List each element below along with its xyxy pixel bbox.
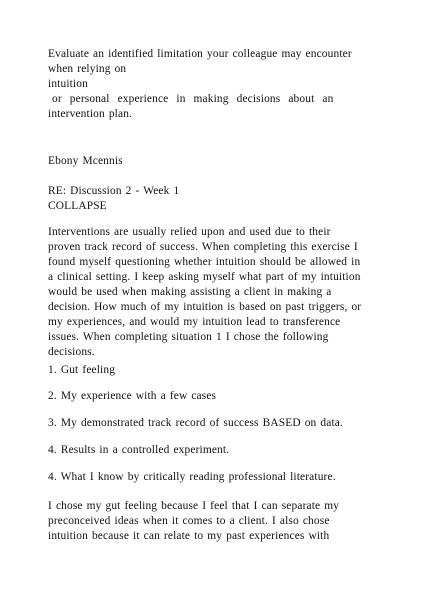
- conclusion-paragraph: [48, 499, 388, 544]
- intro-line: Interventions are usually relied upon and used due to their: [48, 226, 331, 238]
- author-name: Ebony Mcennis: [48, 155, 123, 167]
- prompt-line: intervention plan.: [48, 108, 133, 120]
- decision-text: 4. What I know by critically reading professional literature.: [48, 471, 336, 483]
- intro-line: found myself questioning whether intuition should be allowed in: [48, 256, 361, 268]
- post-author: [48, 154, 388, 169]
- prompt-line: intuition: [48, 78, 88, 90]
- collapse-button[interactable]: COLLAPSE: [48, 200, 107, 212]
- prompt-line: Evaluate an identified limitation your colleague may encounter: [48, 48, 352, 60]
- decision-item: [48, 416, 388, 431]
- decision-text: 1. Gut feeling: [48, 364, 116, 376]
- decision-text: 4. Results in a controlled experiment.: [48, 444, 230, 456]
- decision-text: 3. My demonstrated track record of success BASED on data.: [48, 417, 343, 429]
- intro-line: would be used when making assisting a client in making a: [48, 286, 332, 298]
- intro-line: proven track record of success. When completing this exercise I: [48, 241, 358, 253]
- reply-title: RE: Discussion 2 - Week 1: [48, 185, 180, 197]
- decision-text: 2. My experience with a few cases: [48, 390, 217, 402]
- prompt-question: [48, 47, 388, 122]
- prompt-line: when relying on: [48, 63, 127, 75]
- intro-line: decisions.: [48, 346, 95, 358]
- conclusion-line: I chose my gut feeling because I feel that I can separate my: [48, 500, 340, 512]
- intro-paragraph: [48, 225, 388, 360]
- intro-line: my experiences, and would my intuition lead to transference: [48, 316, 341, 328]
- decision-item: [48, 443, 388, 458]
- decision-item: [48, 389, 388, 404]
- intro-line: a clinical setting. I keep asking myself what part of my intuition: [48, 271, 361, 283]
- reply-header: [48, 184, 388, 214]
- prompt-line: or personal experience in making decisions about an: [48, 93, 334, 105]
- decision-item: [48, 363, 388, 378]
- intro-line: decision. How much of my intuition is based on past triggers, or: [48, 301, 362, 313]
- conclusion-line: intuition because it can relate to my past experiences with: [48, 530, 330, 542]
- conclusion-line: preconceived ideas when it comes to a client. I also chose: [48, 515, 330, 527]
- decision-item: [48, 470, 388, 485]
- intro-line: issues. When completing situation 1 I chose the following: [48, 331, 329, 343]
